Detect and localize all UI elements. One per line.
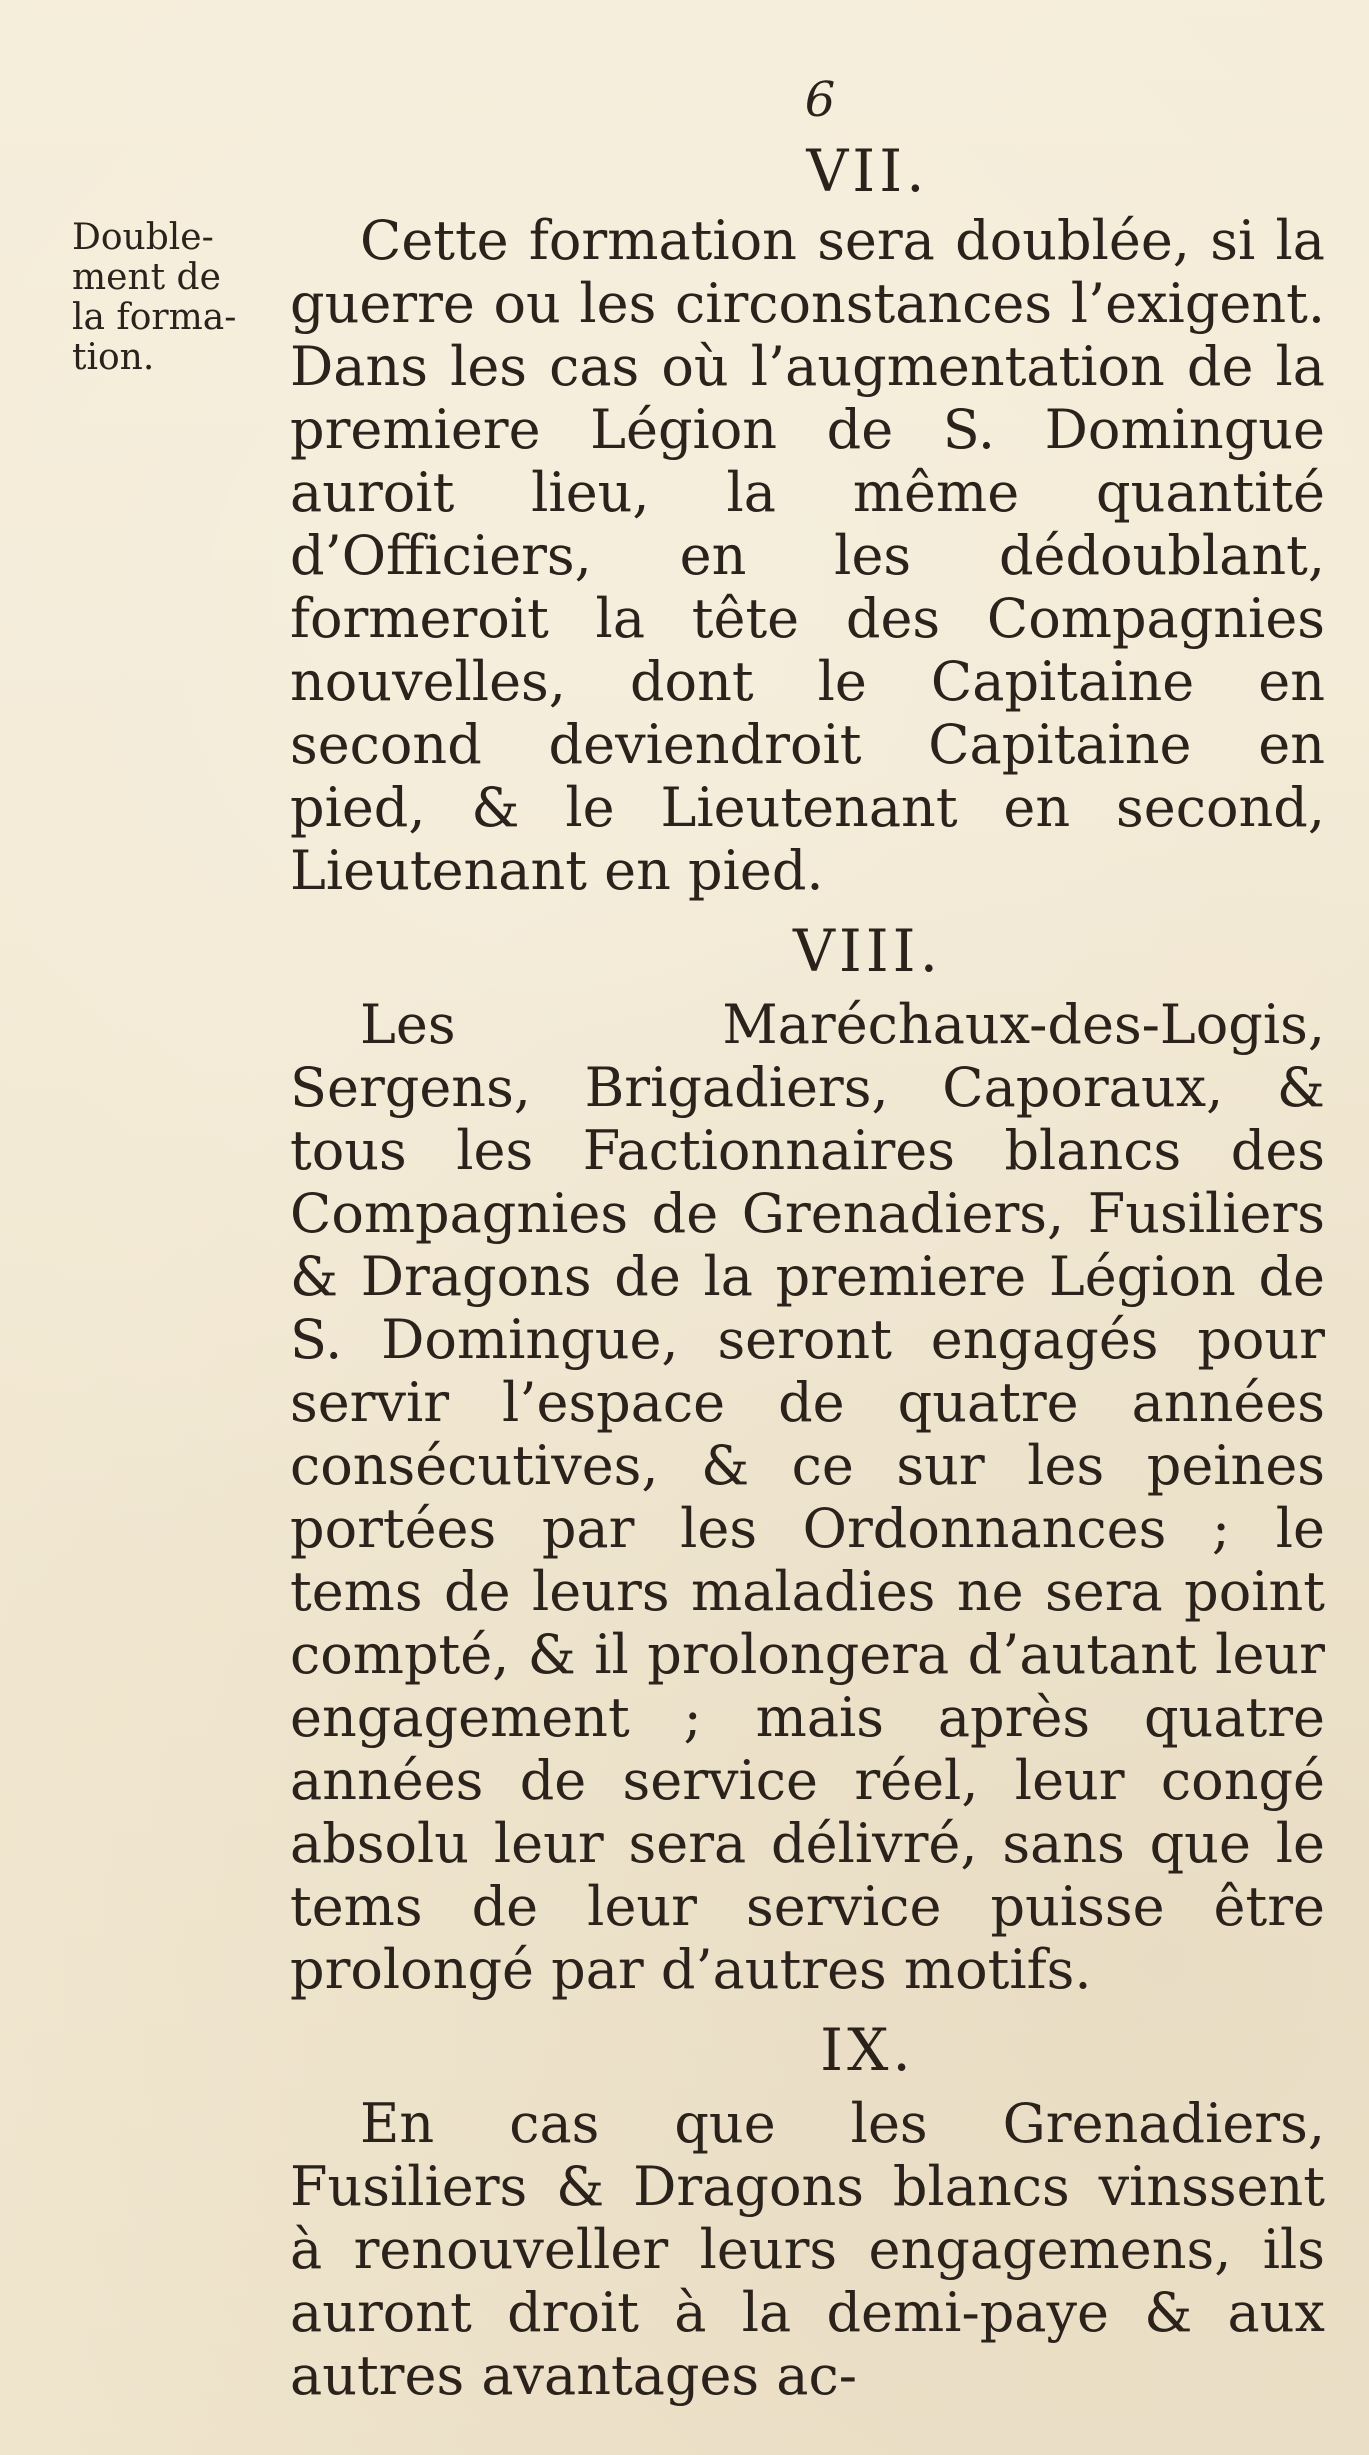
section-title-ix: IX. [820, 2016, 915, 2084]
page-number: 6 [804, 72, 836, 128]
paragraph-ix: En cas que les Grenadiers, Fusiliers & Dragons blancs vinssent à renouveller leurs engagemens, ils auront droit à la demi-paye & aux autres avantages ac- [290, 2092, 1325, 2407]
page-content [290, 137, 1325, 2407]
section-title-vii: VII. [806, 137, 929, 205]
margin-note: Double- ment de la forma- tion. [72, 217, 237, 378]
paragraph-vii: Cette formation sera doublée, si la guerre ou les circonstances l’exigent. Dans les cas où l’augmentation de la premiere Légion de S. Domingue auroit lieu, la même quantité d’Officiers, en les dédoublant, formeroit la tête des Compagnies nouvelles, dont le Capitaine en second deviendroit Capitaine en pied, & le Lieutenant en second, Lieutenant en pied. [290, 209, 1325, 902]
section-body-viii [290, 993, 1325, 2001]
section-body-vii [290, 209, 1325, 902]
section-body-ix [290, 2092, 1325, 2407]
paragraph-viii: Les Maréchaux-des-Logis, Sergens, Brigadiers, Caporaux, & tous les Factionnaires blancs des Compagnies de Grenadiers, Fusiliers & Dragons de la premiere Légion de S. Domingue, seront engagés pour servir l’espace de quatre années consécutives, & ce sur les peines portées par les Ordonnances ; le tems de leurs maladies ne sera point compté, & il prolongera d’autant leur engagement ; mais après quatre années de service réel, leur congé absolu leur sera délivré, sans que le tems de leur service puisse être prolongé par d’autres motifs. [290, 993, 1325, 2001]
section-title-viii: VIII. [792, 917, 943, 985]
